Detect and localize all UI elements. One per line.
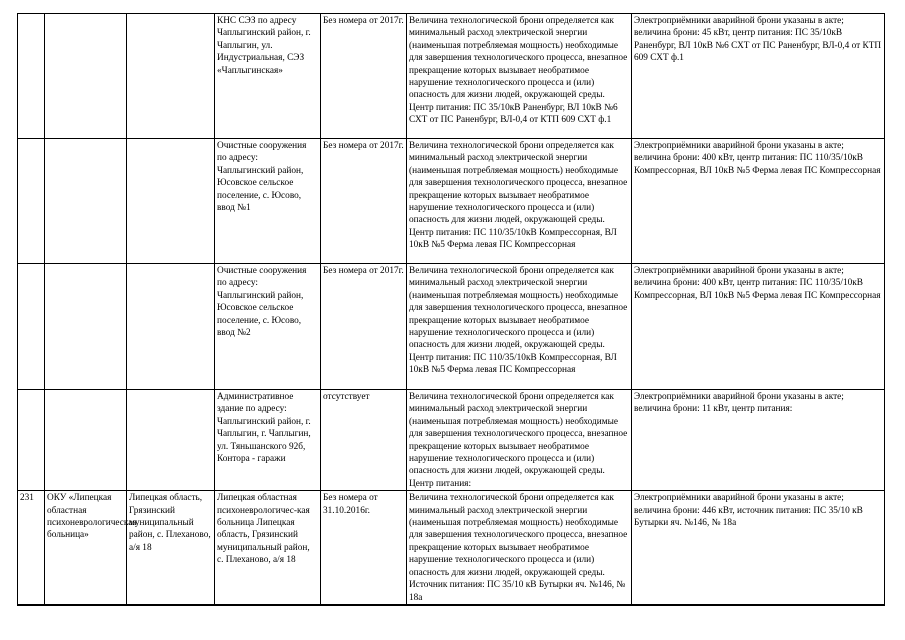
table-row [18,14,885,139]
address-cell [127,14,215,139]
row-number-cell [18,264,45,390]
technological-reserve-cell: Величина технологической брони определяется как минимальный расход электрической энергии (наименьшая потребляемая мощность) необходимые для завершения технологического процесса, внезапное прекращение которых вызывает необратимое нарушение технологического процесса и (или) опасность для жизни людей, окружающей среды. Центр питания: ПС 35/10кВ Раненбург, ВЛ 10кВ №6 СХТ от ПС Раненбург, ВЛ-0,4 от КТП 609 СХТ ф.1 [407,14,632,139]
table-row [18,139,885,264]
row-number-cell [18,139,45,264]
emergency-reserve-cell: Электроприёмники аварийной брони указаны в акте; величина брони: 11 кВт, центр питания: [632,390,885,491]
emergency-reserve-cell: Электроприёмники аварийной брони указаны в акте; величина брони: 400 кВт, центр питания: ПС 110/35/10кВ Компрессорная, ВЛ 10кВ №5 Ферма левая ПС Компрессорная [632,139,885,264]
emergency-reserve-cell: Электроприёмники аварийной брони указаны в акте; величина брони: 45 кВт, центр питания: ПС 35/10кВ Раненбург, ВЛ 10кВ №6 СХТ от ПС Раненбург, ВЛ-0,4 от КТП 609 СХТ ф.1 [632,14,885,139]
table-row [18,390,885,491]
document-cell: Без номера от 2017г. [321,14,407,139]
technological-reserve-cell: Величина технологической брони определяется как минимальный расход электрической энергии (наименьшая потребляемая мощность) необходимые для завершения технологического процесса, внезапное прекращение которых вызывает необратимое нарушение технологического процесса и (или) опасность для жизни людей, окружающей среды. Центр питания: [407,390,632,491]
reservation-table [17,13,885,606]
object-cell: Административное здание по адресу: Чаплыгинский район, г. Чаплыгин, г. Чаплыгин, ул. Тяньшанского 92б, Контора - гаражи [215,390,321,491]
address-cell [127,390,215,491]
address-cell [127,264,215,390]
document-cell: отсутствует [321,390,407,491]
row-number-cell [18,390,45,491]
row-number-cell [18,14,45,139]
object-cell: КНС СЭЗ по адресу Чаплыгинский район, г. Чаплыгин, ул. Индустриальная, СЭЗ «Чаплыгинская» [215,14,321,139]
document-cell: Без номера от 2017г. [321,139,407,264]
organization-cell [45,139,127,264]
technological-reserve-cell: Величина технологической брони определяется как минимальный расход электрической энергии (наименьшая потребляемая мощность) необходимые для завершения технологического процесса, внезапное прекращение которых вызывает необратимое нарушение технологического процесса и (или) опасность для жизни людей, окружающей среды. Источник питания: ПС 35/10 кВ Бутырки яч. №146, № 18а [407,491,632,605]
row-number-cell: 231 [18,491,45,605]
table-row [18,491,885,605]
technological-reserve-cell: Величина технологической брони определяется как минимальный расход электрической энергии (наименьшая потребляемая мощность) необходимые для завершения технологического процесса, внезапное прекращение которых вызывает необратимое нарушение технологического процесса и (или) опасность для жизни людей, окружающей среды. Центр питания: ПС 110/35/10кВ Компрессорная, ВЛ 10кВ №5 Ферма левая ПС Компрессорная [407,139,632,264]
emergency-reserve-cell: Электроприёмники аварийной брони указаны в акте; величина брони: 400 кВт, центр питания: ПС 110/35/10кВ Компрессорная, ВЛ 10кВ №5 Ферма левая ПС Компрессорная [632,264,885,390]
organization-cell [45,390,127,491]
organization-cell [45,264,127,390]
organization-cell: ОКУ «Липецкая областная психоневрологическая больница» [45,491,127,605]
document-cell: Без номера от 2017г. [321,264,407,390]
object-cell: Липецкая областная психоневрологичес-кая больница Липецкая область, Грязинский муниципальный район, с. Плеханово, а/я 18 [215,491,321,605]
organization-cell [45,14,127,139]
technological-reserve-cell: Величина технологической брони определяется как минимальный расход электрической энергии (наименьшая потребляемая мощность) необходимые для завершения технологического процесса, внезапное прекращение которых вызывает необратимое нарушение технологического процесса и (или) опасность для жизни людей, окружающей среды. Центр питания: ПС 110/35/10кВ Компрессорная, ВЛ 10кВ №5 Ферма левая ПС Компрессорная [407,264,632,390]
object-cell: Очистные сооружения по адресу: Чаплыгинский район, Юсовское сельское поселение, с. Юсово, ввод №2 [215,264,321,390]
document-cell: Без номера от 31.10.2016г. [321,491,407,605]
table-row [18,264,885,390]
address-cell: Липецкая область, Грязинский муниципальный район, с. Плеханово, а/я 18 [127,491,215,605]
address-cell [127,139,215,264]
object-cell: Очистные сооружения по адресу: Чаплыгинский район, Юсовское сельское поселение, с. Юсово, ввод №1 [215,139,321,264]
emergency-reserve-cell: Электроприёмники аварийной брони указаны в акте; величина брони: 446 кВт, источник питания: ПС 35/10 кВ Бутырки яч. №146, № 18а [632,491,885,605]
